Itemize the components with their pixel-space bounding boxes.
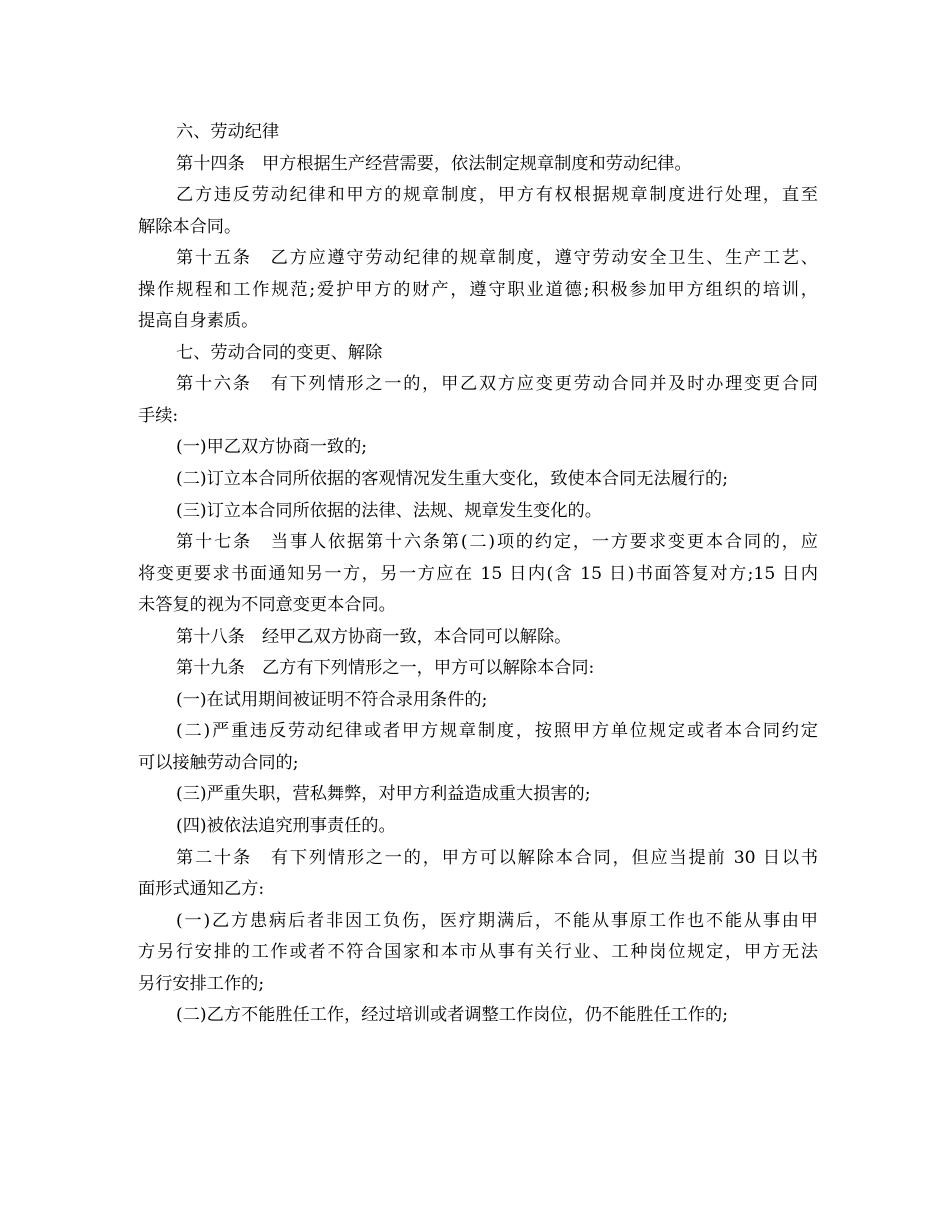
list-item: (一)甲乙双方协商一致的; xyxy=(176,437,368,458)
paragraph-line: 未答复的视为不同意变更本合同。 xyxy=(138,595,396,616)
article-16-line: 第十六条 有下列情形之一的，甲乙双方应变更劳动合同并及时办理变更合同 xyxy=(176,374,818,395)
paragraph-line: 解除本合同。 xyxy=(138,216,242,237)
section-heading-contract-change: 七、劳动合同的变更、解除 xyxy=(176,342,383,363)
paragraph-line: 将变更要求书面通知另一方，另一方应在 15 日内(含 15 日)书面答复对方;15 日内 xyxy=(138,563,818,584)
article-14-line: 第十四条 甲方根据生产经营需要，依法制定规章制度和劳动纪律。 xyxy=(176,153,692,174)
paragraph-line: 手续: xyxy=(138,405,179,426)
list-item: (一)乙方患病后者非因工负伤，医疗期满后，不能从事原工作也不能从事由甲 xyxy=(176,910,818,931)
list-item: (三)订立本合同所依据的法律、法规、规章发生变化的。 xyxy=(176,500,602,521)
paragraph-line: 操作规程和工作规范;爱护甲方的财产，遵守职业道德;积极参加甲方组织的培训， xyxy=(138,279,818,300)
article-17-line: 第十七条 当事人依据第十六条第(二)项的约定，一方要求变更本合同的，应 xyxy=(176,532,818,553)
paragraph-line: 乙方违反劳动纪律和甲方的规章制度，甲方有权根据规章制度进行处理，直至 xyxy=(176,185,818,206)
paragraph-line: 可以接触劳动合同的; xyxy=(138,752,299,773)
list-item: (三)严重失职，营私舞弊，对甲方利益造成重大损害的; xyxy=(176,784,591,805)
list-item: (二)严重违反劳动纪律或者甲方规章制度，按照甲方单位规定或者本合同约定 xyxy=(176,721,818,742)
section-heading-labor-discipline: 六、劳动纪律 xyxy=(176,122,280,142)
list-item: (二)乙方不能胜任工作，经过培训或者调整工作岗位，仍不能胜任工作的; xyxy=(176,1005,729,1026)
paragraph-line: 面形式通知乙方: xyxy=(138,879,265,900)
paragraph-line: 方另行安排的工作或者不符合国家和本市从事有关行业、工种岗位规定，甲方无法 xyxy=(138,942,818,963)
article-20-line: 第二十条 有下列情形之一的，甲方可以解除本合同，但应当提前 30 日以书 xyxy=(176,847,818,868)
paragraph-line: 另行安排工作的; xyxy=(138,973,265,994)
list-item: (一)在试用期间被证明不符合录用条件的; xyxy=(176,689,488,710)
list-item: (二)订立本合同所依据的客观情况发生重大变化，致使本合同无法履行的; xyxy=(176,469,729,490)
list-item: (四)被依法追究刑事责任的。 xyxy=(176,816,396,837)
article-19-line: 第十九条 乙方有下列情形之一，甲方可以解除本合同: xyxy=(176,658,595,679)
article-18-line: 第十八条 经甲乙双方协商一致，本合同可以解除。 xyxy=(176,626,572,647)
contract-text xyxy=(138,117,818,1032)
paragraph-line: 提高自身素质。 xyxy=(138,311,259,332)
article-15-line: 第十五条 乙方应遵守劳动纪律的规章制度，遵守劳动安全卫生、生产工艺、 xyxy=(176,248,818,269)
